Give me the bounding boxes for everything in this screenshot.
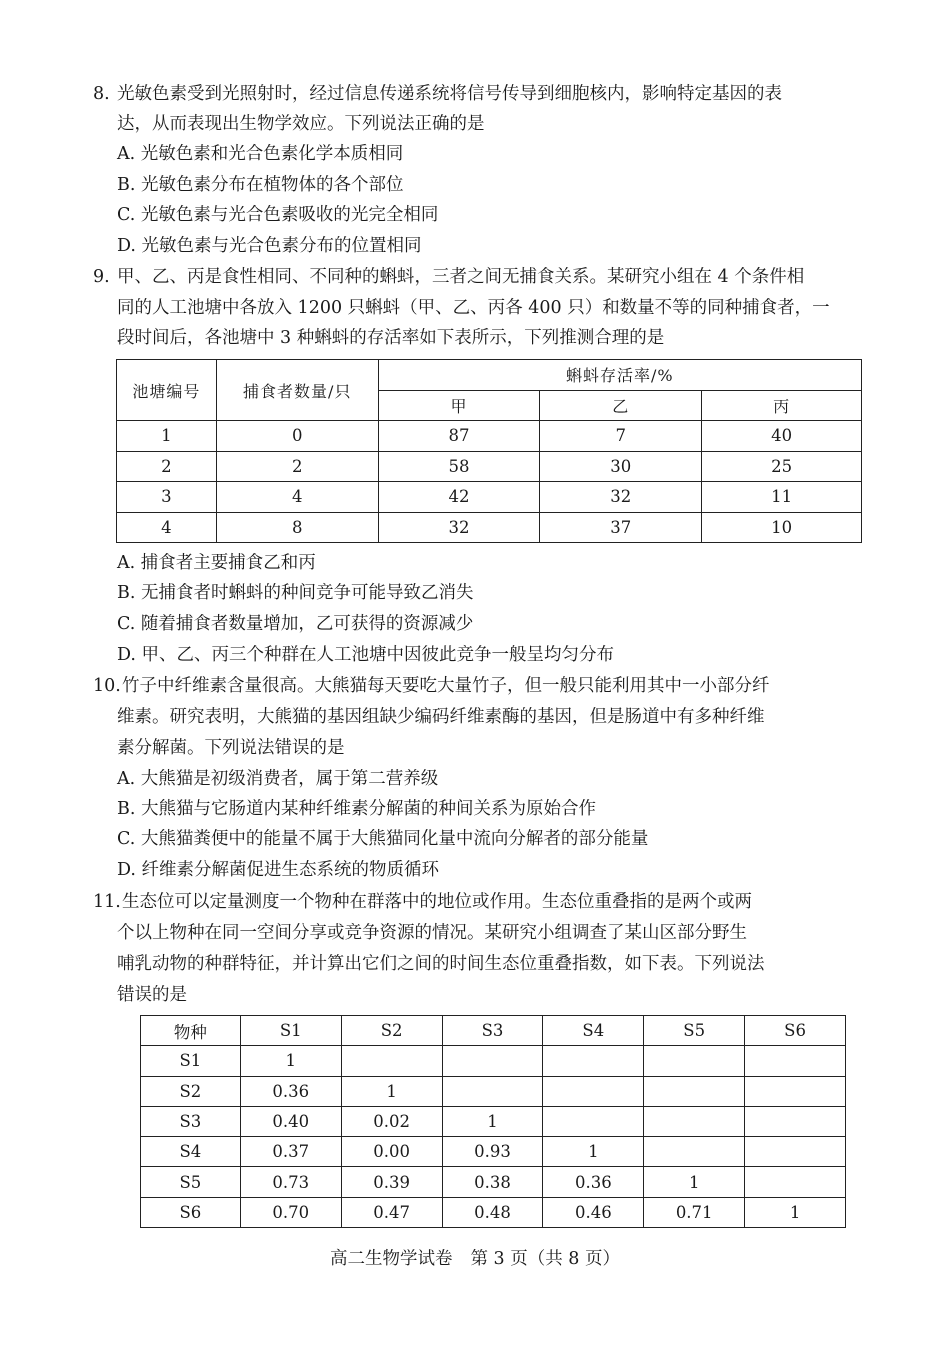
table-cell: 87: [378, 421, 540, 452]
q8-option-a: A. 光敏色素和光合色素化学本质相同: [117, 144, 404, 164]
table-cell: 0.36: [240, 1076, 341, 1106]
table-cell: 1: [341, 1076, 442, 1106]
table-cell: S2: [141, 1076, 241, 1106]
header-s3: S3: [442, 1016, 543, 1046]
table-cell: [644, 1106, 745, 1136]
header-predator-count: 捕食者数量/只: [216, 360, 378, 421]
table-cell: 30: [540, 451, 702, 482]
q11-stem-line4: 错误的是: [117, 985, 187, 1005]
q10-option-d: D. 纤维素分解菌促进生态系统的物质循环: [117, 860, 440, 880]
table-cell: 0.73: [240, 1167, 341, 1197]
table-cell: 0.38: [442, 1167, 543, 1197]
table-cell: [543, 1046, 644, 1076]
table-row: [117, 421, 862, 452]
table-cell: [442, 1076, 543, 1106]
table-row: [141, 1046, 846, 1076]
table-row: [141, 1106, 846, 1136]
table-cell: 0.93: [442, 1137, 543, 1167]
table-cell: [543, 1076, 644, 1106]
table-row: [117, 512, 862, 543]
header-s1: S1: [240, 1016, 341, 1046]
q8-option-d: D. 光敏色素与光合色素分布的位置相同: [117, 236, 422, 256]
tadpole-survival-table: [116, 359, 862, 543]
table-cell: [644, 1046, 745, 1076]
table-cell: 0.37: [240, 1137, 341, 1167]
table-cell: 7: [540, 421, 702, 452]
header-survival-rate: 蝌蚪存活率/%: [378, 360, 861, 391]
header-species-yi: 乙: [540, 390, 702, 421]
q10-number: 10.: [93, 676, 121, 696]
q11-stem-line3: 哺乳动物的种群特征，并计算出它们之间的时间生态位重叠指数，如下表。下列说法: [117, 954, 765, 974]
header-species: 物种: [141, 1016, 241, 1046]
q9-option-c: C. 随着捕食者数量增加，乙可获得的资源减少: [117, 614, 474, 634]
table-row: [117, 482, 862, 513]
table-cell: 0: [216, 421, 378, 452]
table-cell: 11: [702, 482, 862, 513]
table-cell: S3: [141, 1106, 241, 1136]
table-cell: 3: [117, 482, 217, 513]
q10-stem-line3: 素分解菌。下列说法错误的是: [117, 738, 345, 758]
table-cell: [341, 1046, 442, 1076]
q8-number: 8.: [93, 84, 110, 104]
table-cell: 32: [378, 512, 540, 543]
table-cell: [745, 1137, 846, 1167]
table-cell: 37: [540, 512, 702, 543]
q11-stem-line2: 个以上物种在同一空间分享或竞争资源的情况。某研究小组调查了某山区部分野生: [117, 923, 747, 943]
q11-stem-line1: 生态位可以定量测度一个物种在群落中的地位或作用。生态位重叠指的是两个或两: [122, 892, 752, 912]
q11-number: 11.: [93, 892, 121, 912]
table-cell: 4: [216, 482, 378, 513]
table-cell: [745, 1046, 846, 1076]
table-cell: 1: [543, 1137, 644, 1167]
table-cell: 2: [117, 451, 217, 482]
table-cell: 25: [702, 451, 862, 482]
header-s5: S5: [644, 1016, 745, 1046]
table-cell: S4: [141, 1137, 241, 1167]
table-cell: 1: [745, 1197, 846, 1227]
q8-stem-line2: 达，从而表现出生物学效应。下列说法正确的是: [117, 114, 485, 134]
table-cell: 1: [644, 1167, 745, 1197]
q9-stem-line2: 同的人工池塘中各放入 1200 只蝌蚪（甲、乙、丙各 400 只）和数量不等的同种捕食者，一: [117, 298, 830, 318]
footer-title: 高二生物学试卷: [329, 1249, 453, 1269]
q9-option-a: A. 捕食者主要捕食乙和丙: [117, 553, 316, 573]
table-row: [141, 1197, 846, 1227]
table-cell: [745, 1076, 846, 1106]
header-species-jia: 甲: [378, 390, 540, 421]
table-cell: 0.47: [341, 1197, 442, 1227]
q10-option-c: C. 大熊猫粪便中的能量不属于大熊猫同化量中流向分解者的部分能量: [117, 829, 649, 849]
q9-option-d: D. 甲、乙、丙三个种群在人工池塘中因彼此竞争一般呈均匀分布: [117, 645, 615, 665]
table-cell: 0.48: [442, 1197, 543, 1227]
q8-stem-line1: 光敏色素受到光照射时，经过信息传递系统将信号传导到细胞核内，影响特定基因的表: [117, 84, 782, 104]
table-cell: S5: [141, 1167, 241, 1197]
table-cell: 0.39: [341, 1167, 442, 1197]
q10-option-b: B. 大熊猫与它肠道内某种纤维素分解菌的种间关系为原始合作: [117, 799, 596, 819]
q8-option-b: B. 光敏色素分布在植物体的各个部位: [117, 175, 404, 195]
table-cell: 40: [702, 421, 862, 452]
table-cell: 0.40: [240, 1106, 341, 1136]
table-cell: 1: [442, 1106, 543, 1136]
q10-stem-line2: 维素。研究表明，大熊猫的基因组缺少编码纤维素酶的基因，但是肠道中有多种纤维: [117, 707, 765, 727]
table-cell: 1: [240, 1046, 341, 1076]
table-row: [141, 1167, 846, 1197]
table-cell: [644, 1137, 745, 1167]
header-pond-number: 池塘编号: [117, 360, 217, 421]
table-cell: 42: [378, 482, 540, 513]
header-s4: S4: [543, 1016, 644, 1046]
table-cell: 0.36: [543, 1167, 644, 1197]
q10-option-a: A. 大熊猫是初级消费者，属于第二营养级: [117, 769, 439, 789]
header-species-bing: 丙: [702, 390, 862, 421]
table-cell: S1: [141, 1046, 241, 1076]
header-s2: S2: [341, 1016, 442, 1046]
table-cell: [543, 1106, 644, 1136]
table-row: [141, 1137, 846, 1167]
table-cell: 58: [378, 451, 540, 482]
q9-stem-line3: 段时间后，各池塘中 3 种蝌蚪的存活率如下表所示，下列推测合理的是: [117, 328, 665, 348]
q9-stem-line1: 甲、乙、丙是食性相同、不同种的蝌蚪，三者之间无捕食关系。某研究小组在 4 个条件相: [117, 267, 805, 287]
table-cell: [745, 1167, 846, 1197]
table-cell: [442, 1046, 543, 1076]
q9-number: 9.: [93, 267, 110, 287]
table-row: [141, 1076, 846, 1106]
q9-option-b: B. 无捕食者时蝌蚪的种间竞争可能导致乙消失: [117, 583, 474, 603]
table-cell: S6: [141, 1197, 241, 1227]
table-cell: 8: [216, 512, 378, 543]
table-cell: 0.71: [644, 1197, 745, 1227]
q8-option-c: C. 光敏色素与光合色素吸收的光完全相同: [117, 205, 439, 225]
header-s6: S6: [745, 1016, 846, 1046]
table-cell: 1: [117, 421, 217, 452]
table-row: [117, 451, 862, 482]
q10-stem-line1: 竹子中纤维素含量很高。大熊猫每天要吃大量竹子，但一般只能利用其中一小部分纤: [122, 676, 770, 696]
table-header-row: [141, 1016, 846, 1046]
table-cell: 2: [216, 451, 378, 482]
page-footer: [0, 1245, 950, 1270]
footer-page-number: 第 3 页（共 8 页）: [470, 1249, 621, 1269]
table-cell: [745, 1106, 846, 1136]
table-cell: 0.00: [341, 1137, 442, 1167]
table-cell: 10: [702, 512, 862, 543]
table-cell: [644, 1076, 745, 1106]
table-cell: 0.46: [543, 1197, 644, 1227]
table-cell: 0.70: [240, 1197, 341, 1227]
table-cell: 4: [117, 512, 217, 543]
niche-overlap-table: [140, 1015, 846, 1228]
table-cell: 0.02: [341, 1106, 442, 1136]
table-cell: 32: [540, 482, 702, 513]
